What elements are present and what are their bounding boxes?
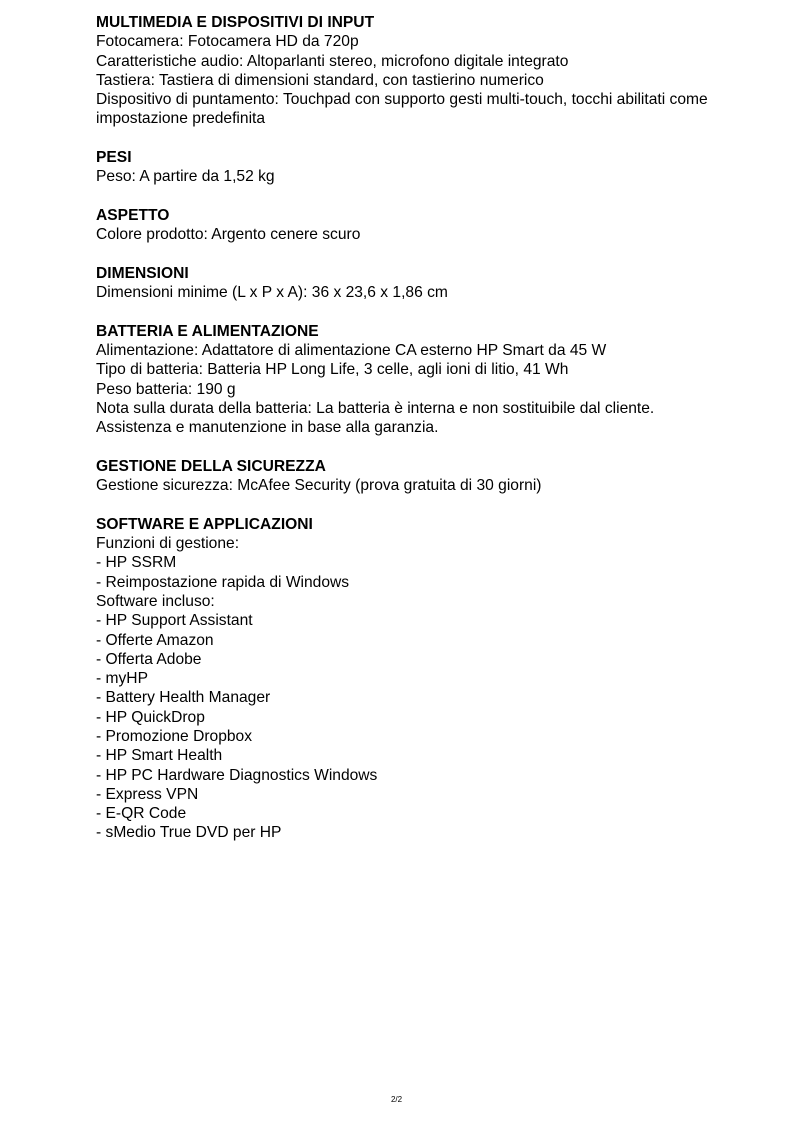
list-item: - Offerte Amazon bbox=[96, 631, 214, 649]
section-heading: BATTERIA E ALIMENTAZIONE bbox=[96, 322, 319, 340]
section-sicurezza bbox=[96, 457, 736, 496]
spec-line: Colore prodotto: Argento cenere scuro bbox=[96, 226, 361, 244]
spec-line: Peso batteria: 190 g bbox=[96, 380, 236, 398]
spec-line: Nota sulla durata della batteria: La batteria è interna e non sostituibile dal cliente. bbox=[96, 399, 655, 417]
list-item: - sMedio True DVD per HP bbox=[96, 824, 282, 842]
section-pesi bbox=[96, 148, 736, 187]
spec-line: Dispositivo di puntamento: Touchpad con supporto gesti multi-touch, tocchi abilitati come impostazione predefinita bbox=[96, 91, 708, 128]
list-item: - HP Support Assistant bbox=[96, 612, 253, 630]
spec-line: Fotocamera: Fotocamera HD da 720p bbox=[96, 33, 359, 51]
section-multimedia bbox=[96, 13, 736, 129]
page-number: 2/2 bbox=[390, 1095, 403, 1104]
list-item: - HP SSRM bbox=[96, 554, 177, 572]
section-software bbox=[96, 515, 736, 843]
spec-line: Peso: A partire da 1,52 kg bbox=[96, 168, 275, 186]
list-item: - Promozione Dropbox bbox=[96, 727, 253, 745]
list-item: - Reimpostazione rapida di Windows bbox=[96, 573, 350, 591]
spec-line: Caratteristiche audio: Altoparlanti stereo, microfono digitale integrato bbox=[96, 52, 569, 70]
list-item: - HP Smart Health bbox=[96, 747, 223, 765]
spec-line: Assistenza e manutenzione in base alla garanzia. bbox=[96, 419, 439, 437]
spec-line: Software incluso: bbox=[96, 592, 215, 610]
section-heading: SOFTWARE E APPLICAZIONI bbox=[96, 515, 313, 533]
list-item: - E-QR Code bbox=[96, 805, 187, 823]
list-item: - Offerta Adobe bbox=[96, 650, 202, 668]
spec-line: Gestione sicurezza: McAfee Security (prova gratuita di 30 giorni) bbox=[96, 477, 542, 495]
section-heading: MULTIMEDIA E DISPOSITIVI DI INPUT bbox=[96, 14, 375, 31]
spec-line: Tipo di batteria: Batteria HP Long Life, 3 celle, agli ioni di litio, 41 Wh bbox=[96, 361, 569, 379]
list-item: - Express VPN bbox=[96, 785, 199, 803]
section-batteria bbox=[96, 322, 736, 438]
list-item: - myHP bbox=[96, 670, 148, 688]
spec-line: Tastiera: Tastiera di dimensioni standard, con tastierino numerico bbox=[96, 71, 544, 89]
section-dimensioni bbox=[96, 264, 736, 303]
section-heading: GESTIONE DELLA SICUREZZA bbox=[96, 457, 326, 475]
list-item: - HP PC Hardware Diagnostics Windows bbox=[96, 766, 378, 784]
section-aspetto bbox=[96, 206, 736, 245]
section-heading: DIMENSIONI bbox=[96, 264, 189, 282]
section-heading: PESI bbox=[96, 149, 132, 167]
spec-sheet-body bbox=[96, 13, 736, 862]
spec-line: Dimensioni minime (L x P x A): 36 x 23,6 x 1,86 cm bbox=[96, 284, 448, 302]
list-item: - Battery Health Manager bbox=[96, 689, 271, 707]
spec-line: Funzioni di gestione: bbox=[96, 535, 240, 553]
list-item: - HP QuickDrop bbox=[96, 708, 205, 726]
section-heading: ASPETTO bbox=[96, 206, 170, 224]
spec-line: Alimentazione: Adattatore di alimentazione CA esterno HP Smart da 45 W bbox=[96, 342, 607, 360]
